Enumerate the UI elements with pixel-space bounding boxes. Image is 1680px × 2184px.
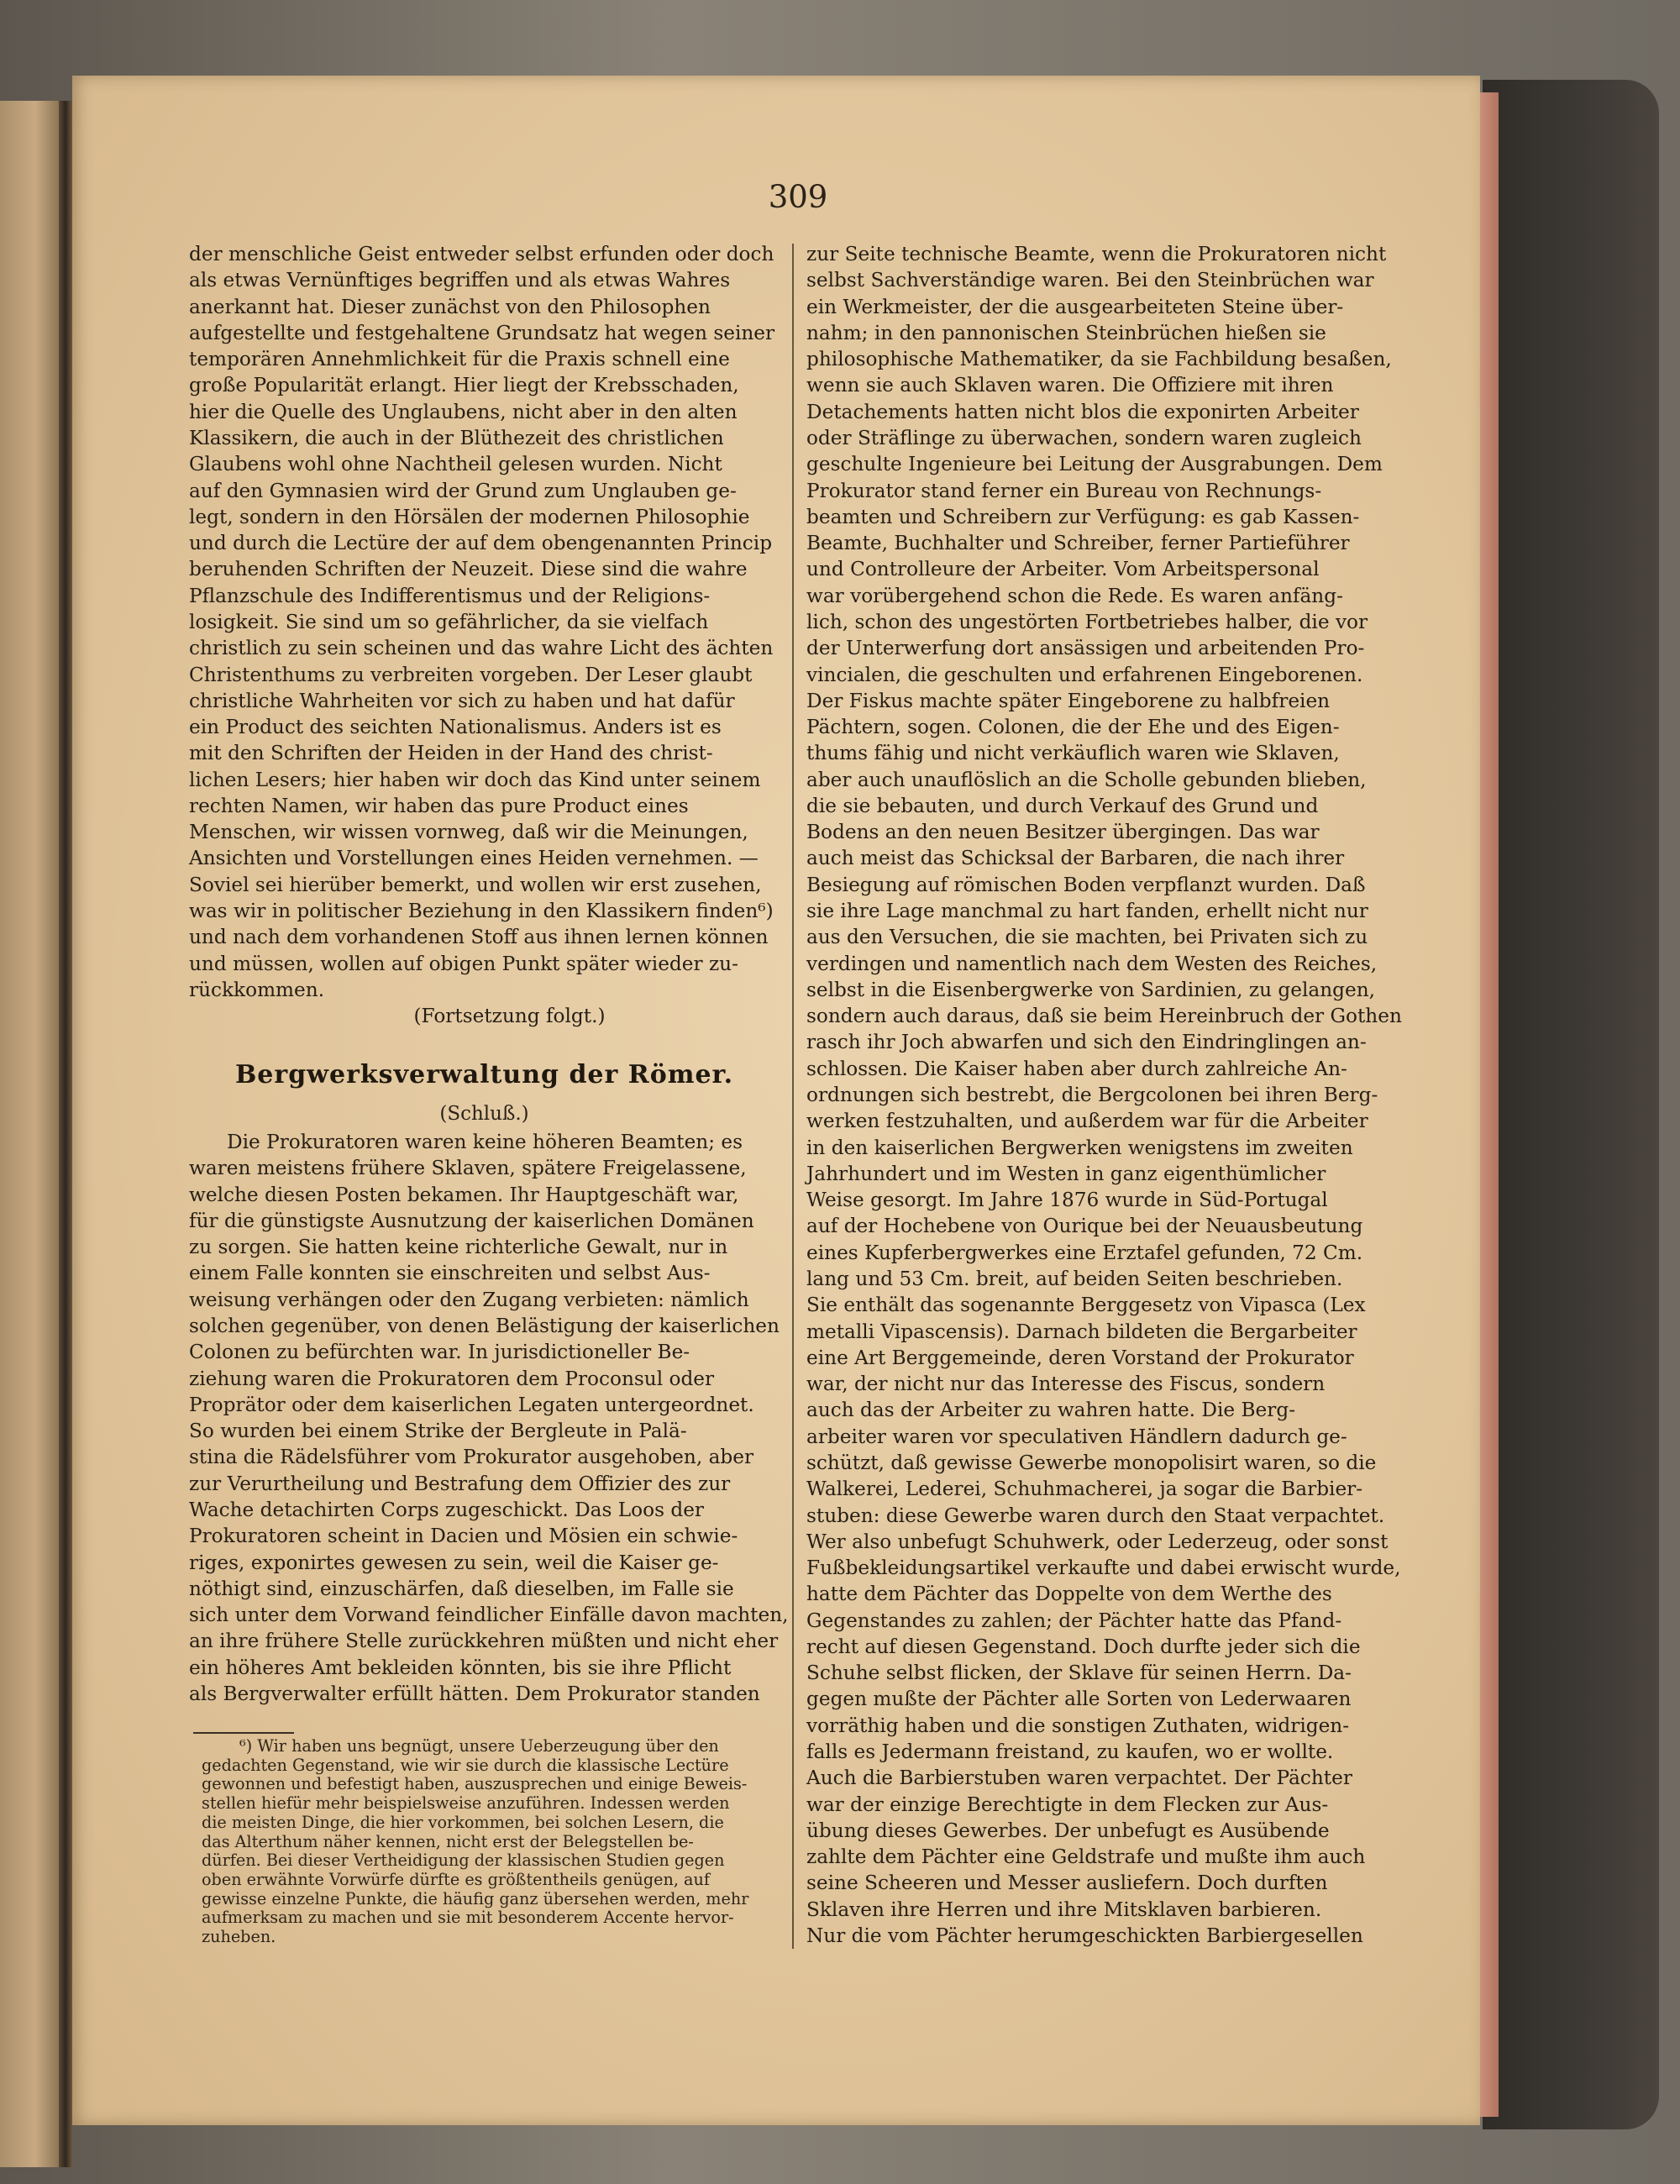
article-title: Bergwerksverwaltung der Römer. <box>234 1060 734 1089</box>
text-line: rückkommen. <box>189 978 325 1001</box>
text-line: Schuhe selbst flicken, der Sklave für seinen Herrn. Da- <box>806 1662 1352 1685</box>
text-line: Weise gesorgt. Im Jahre 1876 wurde in Süd-Portugal <box>806 1189 1328 1212</box>
text-line: war der einzige Berechtigte in dem Flecken zur Aus- <box>806 1793 1329 1816</box>
text-line: auf den Gymnasien wird der Grund zum Unglauben ge- <box>189 479 737 502</box>
footnote-rule <box>193 1732 294 1734</box>
text-line: wenn sie auch Sklaven waren. Die Offiziere mit ihren <box>806 374 1334 397</box>
text-line: christliche Wahrheiten vor sich zu haben und hat dafür <box>189 689 735 712</box>
text-line: metalli Vipascensis). Darnach bildeten die Bergarbeiter <box>806 1320 1357 1343</box>
text-line: nahm; in den pannonischen Steinbrüchen hießen sie <box>806 321 1326 344</box>
text-line: Auch die Barbierstuben waren verpachtet. Der Pächter <box>806 1767 1352 1790</box>
text-line: selbst in die Eisenbergwerke von Sardinien, zu gelangen, <box>806 978 1376 1001</box>
text-line: thums fähig und nicht verkäuflich waren wie Sklaven, <box>806 742 1340 765</box>
continuation-note: (Fortsetzung folgt.) <box>413 1005 606 1028</box>
text-line: stuben: diese Gewerbe waren durch den Staat verpachtet. <box>806 1504 1385 1527</box>
text-line: Sklaven ihre Herren und ihre Mitsklaven barbieren. <box>806 1898 1322 1921</box>
text-line: rechten Namen, wir haben das pure Product eines <box>189 794 689 817</box>
text-line: Detachements hatten nicht blos die exponirten Arbeiter <box>806 400 1359 423</box>
text-line: legt, sondern in den Hörsälen der modernen Philosophie <box>189 505 750 528</box>
text-line: zahlte dem Pächter eine Geldstrafe und mußte ihm auch <box>806 1845 1366 1869</box>
text-line: beamten und Schreibern zur Verfügung: es gab Kassen- <box>806 505 1360 528</box>
text-line: Walkerei, Lederei, Schuhmacherei, ja sogar die Barbier- <box>806 1478 1363 1501</box>
footnote <box>202 1737 781 1947</box>
text-line: lichen Lesers; hier haben wir doch das Kind unter seinem <box>189 768 761 791</box>
text-line: Besiegung auf römischen Boden verpflanzt wurden. Daß <box>806 873 1366 896</box>
text-line: eine Art Berggemeinde, deren Vorstand der Prokurator <box>806 1346 1354 1369</box>
text-line: Jahrhundert und im Westen in ganz eigenthümlicher <box>806 1162 1326 1185</box>
text-line: christlich zu sein scheinen und das wahre Licht des ächten <box>189 637 774 660</box>
text-line: Der Fiskus machte später Eingeborene zu halbfreien <box>806 689 1331 712</box>
text-line: an ihre frühere Stelle zurückkehren müßten und nicht eher <box>189 1630 779 1653</box>
text-line: nöthigt sind, einzuschärfen, daß dieselben, im Falle sie <box>189 1577 734 1600</box>
text-line: stina die Rädelsführer vom Prokurator ausgehoben, aber <box>189 1446 754 1469</box>
text-line: So wurden bei einem Strike der Bergleute in Palä- <box>189 1420 687 1443</box>
text-line: vorräthig haben und die sonstigen Zuthaten, widrigen- <box>806 1714 1350 1737</box>
text-line: ein Werkmeister, der die ausgearbeiteten Steine über- <box>806 295 1344 318</box>
text-line: ordnungen sich bestrebt, die Bergcolonen bei ihren Berg- <box>806 1084 1378 1106</box>
text-line: Gegenstandes zu zahlen; der Pächter hatte das Pfand- <box>806 1609 1342 1632</box>
text-line: schützt, daß gewisse Gewerbe monopolisirt waren, so die <box>806 1451 1377 1474</box>
previous-page-edge <box>0 101 59 2167</box>
footnote-line: gedachten Gegenstand, wie wir sie durch die klassische Lectüre <box>202 1755 729 1775</box>
text-line: sich unter dem Vorwand feindlicher Einfälle davon machten, <box>189 1604 789 1627</box>
text-line: Ansichten und Vorstellungen eines Heiden vernehmen. — <box>189 847 759 870</box>
text-line: Prokurator stand ferner ein Bureau von Rechnungs- <box>806 479 1322 502</box>
text-line: beruhenden Schriften der Neuzeit. Diese sind die wahre <box>189 558 748 581</box>
text-line: eines Kupferbergwerkes eine Erztafel gefunden, 72 Cm. <box>806 1241 1363 1264</box>
text-line: weisung verhängen oder den Zugang verbieten: nämlich <box>189 1288 749 1311</box>
footnote-line: die meisten Dinge, die hier vorkommen, bei solchen Lesern, die <box>202 1812 724 1832</box>
text-line: Bodens an den neuen Besitzer übergingen. Das war <box>806 821 1320 844</box>
text-line: falls es Jedermann freistand, zu kaufen, wo er wollte. <box>806 1740 1334 1764</box>
left-column-article <box>189 1129 789 1707</box>
text-line: große Popularität erlangt. Hier liegt der Krebsschaden, <box>189 374 739 397</box>
text-line: temporären Annehmlichkeit für die Praxis schnell eine <box>189 348 730 371</box>
text-line: Menschen, wir wissen vornweg, daß wir die Meinungen, <box>189 821 748 844</box>
text-line: solchen gegenüber, von denen Belästigung der kaiserlichen <box>189 1314 780 1337</box>
footnote-line: dürfen. Bei dieser Vertheidigung der klassischen Studien gegen <box>202 1851 725 1871</box>
text-line: vincialen, die geschulten und erfahrenen Eingeborenen. <box>806 663 1363 686</box>
text-line: zu sorgen. Sie hatten keine richterliche Gewalt, nur in <box>189 1236 728 1259</box>
text-line: ein höheres Amt bekleiden könnten, bis sie ihre Pflicht <box>189 1656 732 1679</box>
text-line: Prokuratoren scheint in Dacien und Mösien ein schwie- <box>189 1525 738 1548</box>
text-line: die sie bebauten, und durch Verkauf des Grund und <box>806 794 1319 817</box>
footnote-line: gewisse einzelne Punkte, die häufig ganz übersehen werden, mehr <box>202 1888 749 1908</box>
text-line: Fußbekleidungsartikel verkaufte und dabei erwischt wurde, <box>806 1557 1401 1580</box>
page-number: 309 <box>768 179 828 215</box>
text-line: lich, schon des ungestörten Fortbetriebes halber, die vor <box>806 610 1368 633</box>
footnote-line: aufmerksam zu machen und sie mit besonderem Accente hervor- <box>202 1908 734 1928</box>
text-line: mit den Schriften der Heiden in der Hand des christ- <box>189 742 713 765</box>
text-line: war, der nicht nur das Interesse des Fiscus, sondern <box>806 1373 1326 1396</box>
text-line: Pflanzschule des Indifferentismus und der Religions- <box>189 584 711 607</box>
text-line: der Unterwerfung dort ansässigen und arbeitenden Pro- <box>806 637 1365 660</box>
text-line: und müssen, wollen auf obigen Punkt später wieder zu- <box>189 952 738 975</box>
text-line: aber auch unauflöslich an die Scholle gebunden blieben, <box>806 768 1367 791</box>
text-line: einem Falle konnten sie einschreiten und selbst Aus- <box>189 1262 711 1285</box>
text-line: hier die Quelle des Unglaubens, nicht aber in den alten <box>189 400 738 423</box>
column-divider <box>792 244 794 1949</box>
text-line: Colonen zu befürchten war. In jurisdictioneller Be- <box>189 1341 690 1364</box>
text-line: sondern auch daraus, daß sie beim Hereinbruch der Gothen <box>806 1005 1402 1028</box>
text-line: verdingen und namentlich nach dem Westen des Reiches, <box>806 952 1378 975</box>
footnote-line: das Alterthum näher kennen, nicht erst der Belegstellen be- <box>202 1831 694 1851</box>
text-line: sie ihre Lage manchmal zu hart fanden, erhellt nicht nur <box>806 900 1368 923</box>
text-line: in den kaiserlichen Bergwerken wenigstens im zweiten <box>806 1136 1353 1159</box>
text-line: und durch die Lectüre der auf dem obengenannten Princip <box>189 532 773 555</box>
right-column <box>806 241 1402 1949</box>
text-line: Nur die vom Pächter herumgeschickten Barbiergesellen <box>806 1924 1363 1947</box>
footnote-line: ⁶) Wir haben uns begnügt, unsere Ueberzeugung über den <box>239 1736 719 1756</box>
text-line: der menschliche Geist entweder selbst erfunden oder doch <box>189 243 774 265</box>
text-line: lang und 53 Cm. breit, auf beiden Seiten beschrieben. <box>806 1267 1343 1290</box>
text-line: Sie enthält das sogenannte Berggesetz von Vipasca (Lex <box>806 1294 1366 1317</box>
text-line: und nach dem vorhandenen Stoff aus ihnen lernen können <box>189 926 769 949</box>
text-line: übung dieses Gewerbes. Der unbefugt es Ausübende <box>806 1819 1330 1842</box>
text-line: arbeiter waren vor speculativen Händlern dadurch ge- <box>806 1425 1347 1448</box>
footnote-line: gewonnen und befestigt haben, auszusprechen und einige Beweis- <box>202 1774 748 1794</box>
footnote-line: oben erwähnte Vorwürfe dürfte es größtentheils genügen, auf <box>202 1869 710 1889</box>
text-line: Proprätor oder dem kaiserlichen Legaten untergeordnet. <box>189 1393 754 1416</box>
text-line: riges, exponirtes gewesen zu sein, weil die Kaiser ge- <box>189 1551 719 1574</box>
text-line: zur Seite technische Beamte, wenn die Prokuratoren nicht <box>806 243 1387 265</box>
text-line: seine Scheeren und Messer ausliefern. Doch durften <box>806 1872 1328 1895</box>
text-line: und Controlleure der Arbeiter. Vom Arbeitspersonal <box>806 558 1320 581</box>
text-line: Pächtern, sogen. Colonen, die der Ehe und des Eigen- <box>806 716 1340 739</box>
text-line: war vorübergehend schon die Rede. Es waren anfäng- <box>806 584 1343 607</box>
text-line: Wache detachirten Corps zugeschickt. Das Loos der <box>189 1498 704 1521</box>
text-line: auch meist das Schicksal der Barbaren, die nach ihrer <box>806 847 1345 870</box>
text-line: selbst Sachverständige waren. Bei den Steinbrüchen war <box>806 269 1374 292</box>
text-line: recht auf diesen Gegenstand. Doch durfte jeder sich die <box>806 1635 1361 1658</box>
text-line: anerkannt hat. Dieser zunächst von den Philosophen <box>189 295 711 318</box>
footnote-line: stellen hiefür mehr beispielsweise anzuführen. Indessen werden <box>202 1793 730 1814</box>
text-line: welche diesen Posten bekamen. Ihr Hauptgeschäft war, <box>189 1183 739 1206</box>
text-line: auch das der Arbeiter zu wahren hatte. Die Berg- <box>806 1399 1296 1422</box>
text-line: für die günstigste Ausnutzung der kaiserlichen Domänen <box>189 1209 754 1232</box>
text-line: werken festzuhalten, und außerdem war für die Arbeiter <box>806 1110 1368 1133</box>
book-cover-edge <box>1483 80 1659 2129</box>
text-line: hatte dem Pächter das Doppelte von dem Werthe des <box>806 1583 1332 1606</box>
text-line: Glaubens wohl ohne Nachtheil gelesen wurden. Nicht <box>189 453 722 476</box>
text-line: zur Verurtheilung und Bestrafung dem Offizier des zur <box>189 1472 731 1495</box>
text-line: philosophische Mathematiker, da sie Fachbildung besaßen, <box>806 348 1392 371</box>
text-line: geschulte Ingenieure bei Leitung der Ausgrabungen. Dem <box>806 453 1383 476</box>
footnote-line: zuheben. <box>202 1927 276 1947</box>
text-line: ziehung waren die Prokuratoren dem Proconsul oder <box>189 1367 715 1390</box>
book-gutter <box>59 101 72 2167</box>
text-line: als etwas Vernünftiges begriffen und als etwas Wahres <box>189 269 731 292</box>
page-stack-edge <box>1480 92 1499 2117</box>
text-line: Die Prokuratoren waren keine höheren Beamten; es <box>227 1131 743 1153</box>
left-column <box>189 241 780 1029</box>
text-line: was wir in politischer Beziehung in den Klassikern finden⁶) <box>189 900 774 923</box>
text-line: auf der Hochebene von Ourique bei der Neuausbeutung <box>806 1215 1363 1238</box>
text-line: Soviel sei hierüber bemerkt, und wollen wir erst zusehen, <box>189 873 762 896</box>
text-line: gegen mußte der Pächter alle Sorten von Lederwaaren <box>806 1688 1352 1711</box>
text-line: als Bergverwalter erfüllt hätten. Dem Prokurator standen <box>189 1682 760 1705</box>
text-line: schlossen. Die Kaiser haben aber durch zahlreiche An- <box>806 1057 1347 1080</box>
text-line: Beamte, Buchhalter und Schreiber, ferner Partieführer <box>806 532 1350 555</box>
text-line: Wer also unbefugt Schuhwerk, oder Lederzeug, oder sonst <box>806 1530 1389 1553</box>
text-line: ein Product des seichten Nationalismus. Anders ist es <box>189 716 722 739</box>
text-line: aufgestellte und festgehaltene Grundsatz hat wegen seiner <box>189 321 775 344</box>
article-subtitle: (Schluß.) <box>439 1103 529 1125</box>
text-line: oder Sträflinge zu überwachen, sondern waren zugleich <box>806 426 1362 449</box>
text-line: losigkeit. Sie sind um so gefährlicher, da sie vielfach <box>189 610 709 633</box>
text-line: Klassikern, die auch in der Blüthezeit des christlichen <box>189 426 724 449</box>
text-line: rasch ihr Joch abwarfen und sich den Eindringlingen an- <box>806 1031 1367 1054</box>
text-line: Christenthums zu verbreiten vorgeben. Der Leser glaubt <box>189 663 753 686</box>
text-line: waren meistens frühere Sklaven, spätere Freigelassene, <box>189 1157 747 1180</box>
text-line: aus den Versuchen, die sie machten, bei Privaten sich zu <box>806 926 1368 949</box>
